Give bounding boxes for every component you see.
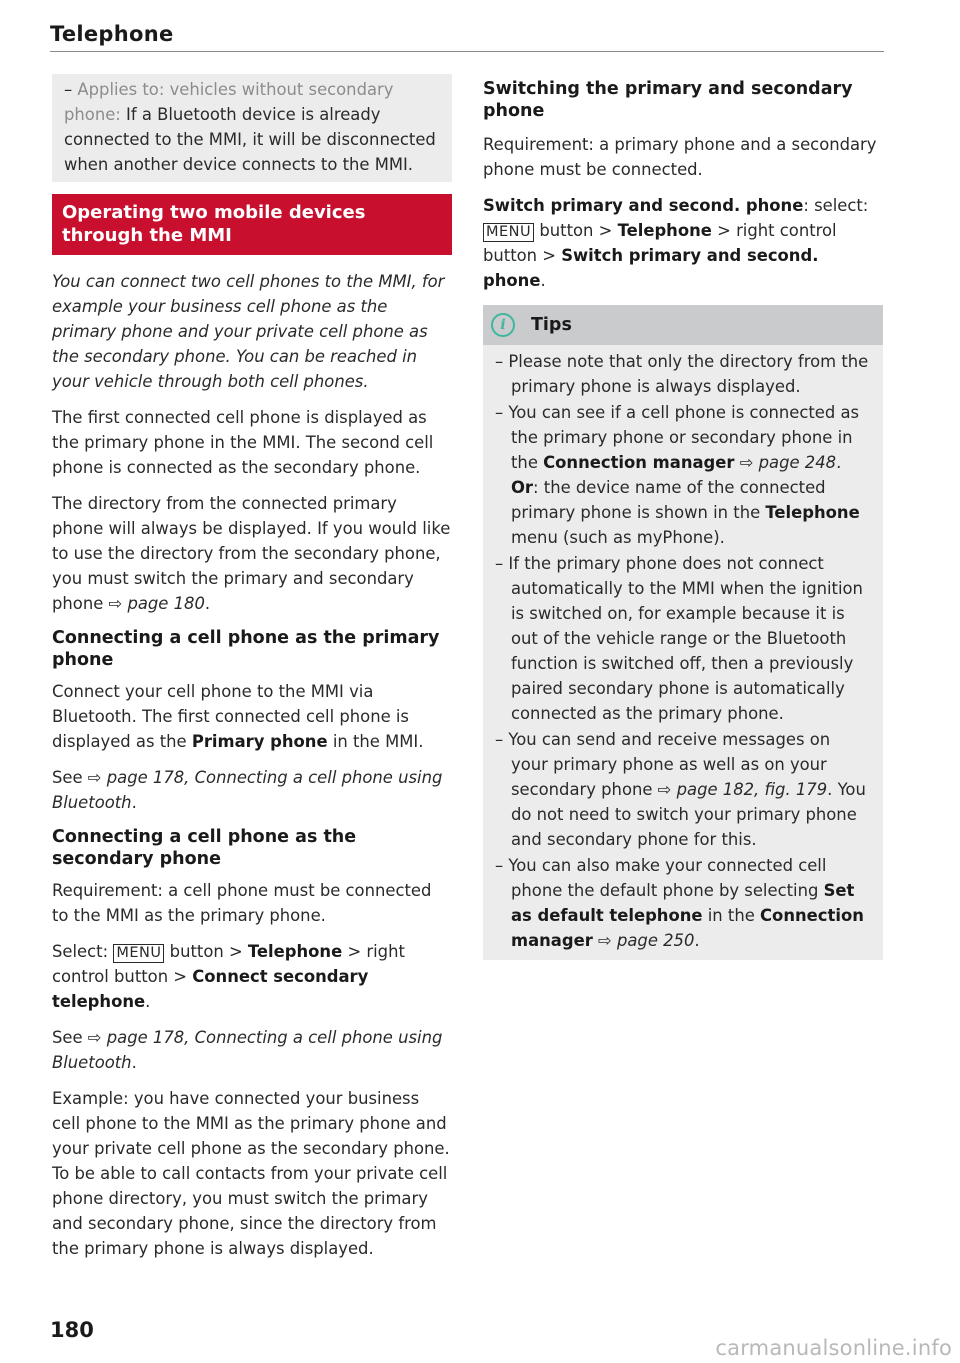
tips-label: Tips (531, 315, 572, 335)
header-divider (50, 51, 884, 52)
term-telephone: Telephone (247, 942, 343, 961)
period: . (131, 1053, 137, 1072)
tip-item: – Please note that only the directory from the primary phone is always displayed. (495, 352, 869, 396)
text: button > (539, 221, 613, 240)
term-telephone: Telephone (617, 221, 712, 240)
applies-to-note (52, 74, 452, 182)
period: . (540, 271, 546, 290)
text: . You do not need to switch your primary phone and secondary phone for this. (511, 780, 866, 849)
page-link-180[interactable]: ⇨ page 180 (108, 594, 205, 613)
page-number: 180 (50, 1318, 94, 1342)
page-link-178[interactable]: ⇨ page 178, Connecting a cell phone using Bluetooth (52, 1028, 443, 1072)
tips-header (483, 305, 883, 345)
paragraph-select-secondary (52, 939, 452, 1014)
note-dash: – (64, 80, 73, 99)
paragraph-directory-text: The directory from the connected primary phone will always be displayed. If you would like to use the directory from the secondary phone, you must switch the primary and secondary phone (52, 494, 451, 613)
watermark: carmanualsonline.info (715, 1336, 952, 1360)
term-telephone: Telephone (765, 503, 860, 522)
text: – You can see if a cell phone is connected as the primary phone or secondary phone in the (495, 403, 860, 472)
period: . (694, 931, 700, 950)
paragraph-example: Example: you have connected your business cell phone to the MMI as the primary phone and your private cell phone as the secondary phone. To be able to call contacts from your private cell phone directory, you must switch the primary and secondary phone, since the directory from the primary phone is always displayed. (52, 1089, 450, 1258)
period: . (145, 992, 151, 1011)
page-link-178[interactable]: ⇨ page 178, Connecting a cell phone using Bluetooth (52, 768, 443, 812)
tips-list (483, 345, 883, 960)
heading-connect-primary: Connecting a cell phone as the primary phone (52, 628, 440, 670)
text: in the MMI. (332, 732, 424, 751)
paragraph-connect-primary (52, 679, 452, 754)
note-text: If a Bluetooth device is already connected to the MMI, it will be disconnected when another device connects to the MMI. (64, 105, 436, 174)
text: : the device name of the connected primary phone is shown in the (511, 478, 826, 522)
tip-item (495, 853, 871, 953)
term-primary-phone: Primary phone (191, 732, 328, 751)
menu-key: MENU (113, 944, 164, 963)
text: > right control button > (483, 221, 837, 265)
period: . (836, 453, 842, 472)
term-connect-secondary: Connect secondary telephone (52, 967, 369, 1011)
term-switch: Switch primary and second. phone (483, 196, 804, 215)
right-column (483, 74, 883, 960)
text: Connect your cell phone to the MMI via Bluetooth. The first connected cell phone is displayed as the (52, 682, 409, 751)
text: > right control button > (52, 942, 405, 986)
term-switch: Switch primary and second. phone (483, 246, 819, 290)
page-header-title: Telephone (50, 22, 174, 46)
paragraph-directory (52, 491, 452, 616)
paragraph-switch-instruction (483, 193, 883, 293)
heading-connect-secondary: Connecting a cell phone as the secondary phone (52, 827, 357, 869)
paragraph-requirement: Requirement: a cell phone must be connected to the MMI as the primary phone. (52, 881, 432, 925)
text: button > (169, 942, 243, 961)
menu-key: MENU (483, 223, 534, 242)
period: . (204, 594, 211, 613)
term-connection-manager: Connection manager (543, 453, 735, 472)
left-column (52, 74, 452, 1261)
text: See (52, 1028, 83, 1047)
paragraph-switch-requirement: Requirement: a primary phone and a secondary phone must be connected. (483, 135, 877, 179)
page-link-248[interactable]: ⇨ page 248 (739, 453, 837, 472)
text: – You can send and receive messages on your primary phone as well as on your secondary phone (495, 730, 831, 799)
term-connection-manager: Connection manager (511, 906, 864, 950)
text: : select: (803, 196, 869, 215)
tip-item: – If the primary phone does not connect automatically to the MMI when the ignition is switched on, for example because it is out of the vehicle range or the Bluetooth function is switched off, then a previously paired secondary phone is automatically connected as the primary phone. (495, 554, 863, 723)
section-heading: Operating two mobile devices through the MMI (52, 194, 452, 255)
heading-switch: Switching the primary and secondary phone (483, 79, 853, 121)
paragraph-primary-display: The first connected cell phone is displayed as the primary phone in the MMI. The second cell phone is connected as the secondary phone. (52, 408, 434, 477)
section-intro: You can connect two cell phones to the MMI, for example your business cell phone as the primary phone and your private cell phone as the secondary phone. You can be reached in your vehicle through both cell phones. (52, 272, 445, 391)
tips-box (483, 305, 883, 960)
see-reference-2 (52, 1025, 452, 1075)
info-icon: i (491, 313, 515, 337)
term-or: Or (511, 478, 534, 497)
page-link-182[interactable]: ⇨ page 182, fig. 179 (657, 780, 828, 799)
term-set-default: Set as default telephone (511, 881, 855, 925)
text: See (52, 768, 83, 787)
note-applies-to: Applies to: vehicles without secondary phone: (64, 80, 394, 124)
page-link-250[interactable]: ⇨ page 250 (598, 931, 695, 950)
text: in the (707, 906, 755, 925)
text: Select: (52, 942, 109, 961)
text: – You can also make your connected cell phone the default phone by selecting (495, 856, 827, 900)
see-reference-1 (52, 765, 452, 815)
tip-item (495, 400, 871, 550)
text: menu (such as myPhone). (511, 528, 725, 547)
period: . (131, 793, 137, 812)
tip-item (495, 727, 871, 852)
